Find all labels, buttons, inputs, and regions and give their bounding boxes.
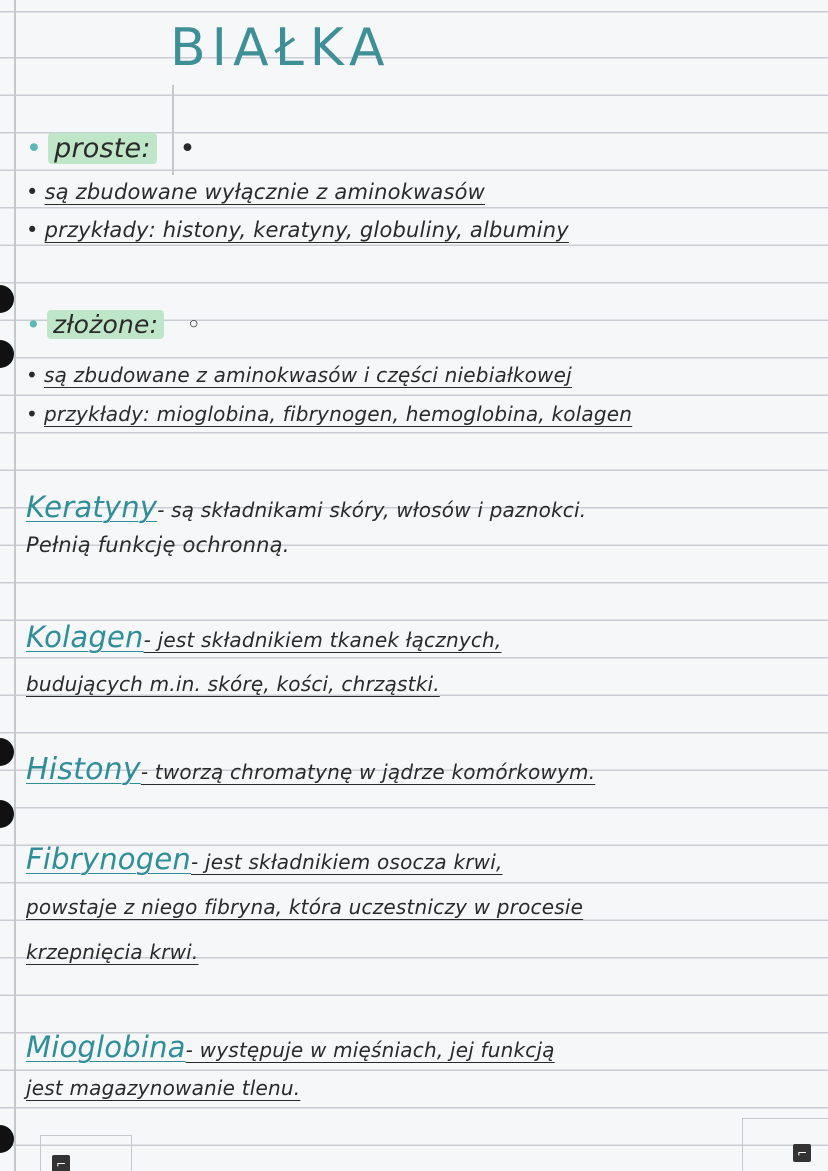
binder-hole — [0, 1125, 14, 1153]
term: Histony — [26, 752, 141, 787]
heading-text: złożone: — [47, 310, 164, 339]
complex-line-2: • przykłady: mioglobina, fibrynogen, hemoglobina, kolagen — [26, 402, 633, 426]
definition-mioglobina: Mioglobina- występuje w mięśniach, jej funkcją — [26, 1030, 555, 1064]
page-tab-icon: ⌐ — [52, 1155, 70, 1171]
term: Kolagen — [26, 620, 144, 654]
section-heading-complex — [26, 310, 207, 339]
bullet-icon: • — [26, 310, 41, 339]
term: Keratyny — [26, 490, 158, 524]
term: Fibrynogen — [26, 842, 191, 876]
definition-fibrynogen-line2: powstaje z niego fibryna, która uczestniczy w procesie — [26, 895, 584, 919]
bullet-icon: • — [26, 363, 38, 387]
bullet-icon: • — [26, 218, 39, 242]
definition-kolagen-line2: budujących m.in. skórę, kości, chrząstki. — [26, 672, 440, 696]
heading-text: proste: — [48, 133, 157, 164]
term: Mioglobina — [26, 1030, 186, 1064]
section-heading-simple — [26, 133, 202, 164]
binder-hole — [0, 340, 14, 368]
bullet-icon: • — [26, 180, 39, 204]
page-tab-icon: ⌐ — [793, 1144, 811, 1162]
margin-line — [14, 0, 16, 1171]
page-title: BIAŁKA — [170, 18, 391, 78]
simple-line-1: • są zbudowane wyłącznie z aminokwasów — [26, 180, 486, 204]
definition-fibrynogen: Fibrynogen- jest składnikiem osocza krwi, — [26, 842, 503, 876]
bullet-icon: • — [179, 133, 196, 164]
binder-hole — [0, 800, 14, 828]
binder-hole — [0, 285, 14, 313]
definition-histony: Histony- tworzą chromatynę w jądrze komórkowym. — [26, 752, 596, 787]
bullet-icon: ◦ — [186, 310, 202, 339]
binder-hole — [0, 738, 14, 766]
definition-keratyny-line2: Pełnią funkcję ochronną. — [26, 533, 290, 557]
simple-line-2: • przykłady: histony, keratyny, globuliny, albuminy — [26, 218, 569, 242]
corner-box-right — [742, 1118, 828, 1171]
bullet-icon: • — [26, 133, 43, 164]
definition-keratyny: Keratyny- są składnikami skóry, włosów i paznokci. — [26, 490, 587, 524]
bullet-icon: • — [26, 402, 38, 426]
complex-line-1: • są zbudowane z aminokwasów i części niebiałkowej — [26, 363, 572, 387]
definition-kolagen: Kolagen- jest składnikiem tkanek łącznych, — [26, 620, 502, 654]
definition-mioglobina-line2: jest magazynowanie tlenu. — [26, 1076, 301, 1100]
definition-fibrynogen-line3: krzepnięcia krwi. — [26, 940, 199, 964]
